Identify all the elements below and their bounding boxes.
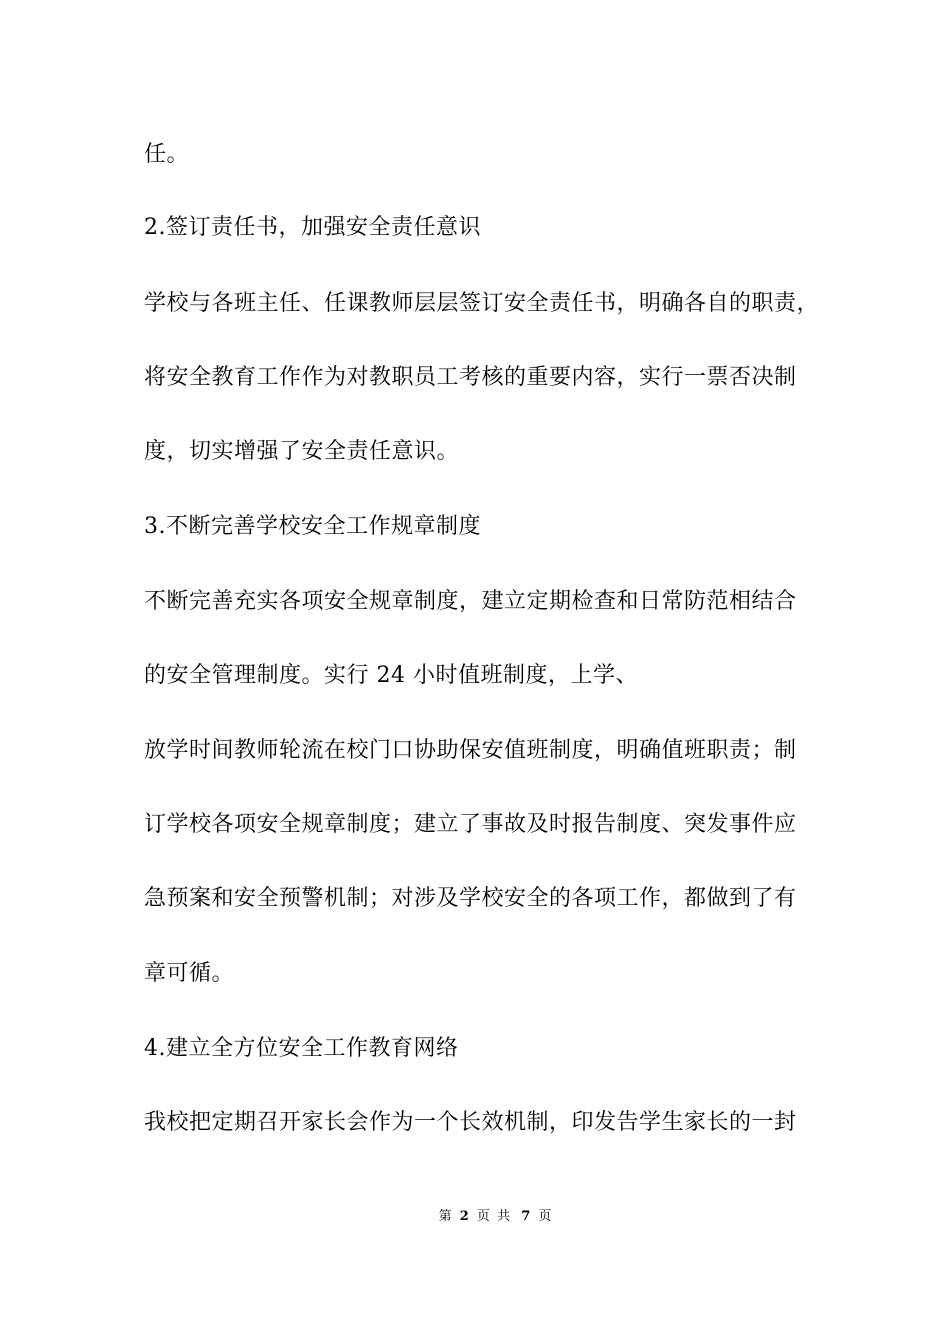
footer-gong: 共: [497, 1209, 511, 1224]
footer-total-pages: 7: [521, 1209, 531, 1224]
page-footer: [0, 1209, 950, 1225]
text-line: 学校与各班主任、任课教师层层签订安全责任书，明确各自的职责，: [144, 291, 820, 316]
footer-page-number: 2: [459, 1209, 469, 1224]
section-heading: 3.不断完善学校安全工作规章制度: [144, 514, 481, 539]
text-line: 章可循。: [144, 961, 235, 986]
section-heading: 4.建立全方位安全工作教育网络: [144, 1036, 459, 1061]
text-line: 我校把定期召开家长会作为一个长效机制，印发告学生家长的一封: [144, 1110, 797, 1135]
text-line: 度，切实增强了安全责任意识。: [144, 439, 460, 464]
footer-ye: 页: [538, 1209, 552, 1224]
text-line: 急预案和安全预警机制；对涉及学校安全的各项工作，都做到了有: [144, 886, 797, 911]
text-line: 订学校各项安全规章制度；建立了事故及时报告制度、突发事件应: [144, 812, 797, 837]
text-line: 任。: [144, 142, 190, 167]
section-heading: 2.签订责任书，加强安全责任意识: [144, 215, 481, 240]
text-line: 将安全教育工作作为对教职员工考核的重要内容，实行一票否决制: [144, 365, 797, 390]
text-line: 放学时间教师轮流在校门口协助保安值班制度，明确值班职责；制: [144, 738, 797, 763]
text-line: 的安全管理制度。实行 24 小时值班制度，上学、: [144, 663, 638, 688]
text-line: 不断完善充实各项安全规章制度，建立定期检查和日常防范相结合: [144, 589, 797, 614]
footer-ye: 页: [476, 1209, 490, 1224]
footer-di: 第: [438, 1209, 452, 1224]
